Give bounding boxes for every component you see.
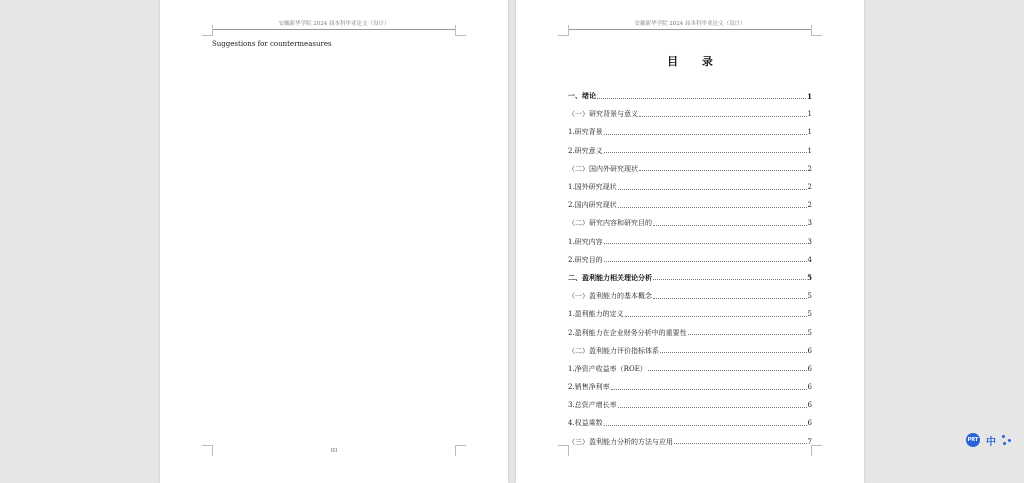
page-header: 安徽新华学院 2024 届本科毕业论文（设计） [278, 21, 390, 27]
crop-mark-top-left [202, 25, 213, 36]
crop-mark-top-left [558, 25, 569, 36]
toc-leader-dots [625, 316, 807, 317]
toc-entry-label: 2.盈利能力在企业财务分析中的重要性 [568, 328, 687, 337]
toc-leader-dots [674, 443, 807, 444]
toc-entry[interactable] [568, 105, 812, 123]
ime-logo-icon[interactable]: PRT [966, 433, 980, 447]
toc-entry[interactable] [568, 269, 812, 287]
toc-entry[interactable] [568, 360, 812, 378]
toc-entry-label: 2.研究目的 [568, 255, 603, 264]
toc-entry-label: 1.研究背景 [568, 128, 603, 137]
toc-entry-label: （一）研究背景与意义 [568, 110, 638, 119]
toc-entry[interactable] [568, 233, 812, 251]
toc-leader-dots [604, 425, 807, 426]
toc-leader-dots [653, 225, 807, 226]
toc-leader-dots [653, 298, 807, 299]
toc-entry-page: 5 [807, 310, 812, 319]
toc-entry[interactable] [568, 305, 812, 323]
document-page-left [160, 0, 508, 483]
toc-leader-dots [618, 407, 807, 408]
toc-entry-label: 3.总资产增长率 [568, 401, 617, 410]
toc-entry[interactable] [568, 378, 812, 396]
ime-toolbar[interactable] [966, 431, 1024, 449]
toc-entry-page: 1 [807, 110, 812, 119]
crop-mark-top-right [811, 25, 822, 36]
toc-entry-page: 5 [807, 328, 812, 337]
toc-entry-label: 1.盈利能力的定义 [568, 310, 624, 319]
toc-entry[interactable] [568, 123, 812, 141]
toc-entry-label: 4.权益乘数 [568, 419, 603, 428]
toc-entry[interactable] [568, 87, 812, 105]
ime-settings-icon[interactable] [1002, 434, 1014, 446]
toc-leader-dots [660, 352, 807, 353]
toc-leader-dots [639, 116, 807, 117]
toc-leader-dots [648, 370, 807, 371]
toc-entry-page: 6 [807, 364, 812, 373]
toc-entry[interactable] [568, 414, 812, 432]
table-of-contents [568, 87, 812, 451]
toc-entry-label: 2.研究意义 [568, 146, 603, 155]
document-page-right [516, 0, 864, 483]
toc-entry-page: 1 [807, 91, 812, 101]
toc-entry[interactable] [568, 214, 812, 232]
toc-entry-page: 3 [807, 237, 812, 246]
toc-entry-page: 1 [807, 128, 812, 137]
toc-leader-dots [604, 243, 807, 244]
toc-leader-dots [618, 189, 807, 190]
toc-entry-label: （二）盈利能力评价指标体系 [568, 346, 659, 355]
toc-entry-label: （二）研究内容和研究目的 [568, 219, 652, 228]
toc-entry[interactable] [568, 323, 812, 341]
toc-entry-page: 7 [807, 437, 812, 446]
ime-language-toggle[interactable]: 中 [986, 436, 996, 448]
toc-entry-label: 一、绪论 [568, 91, 596, 101]
toc-entry-page: 6 [807, 419, 812, 428]
toc-entry[interactable] [568, 160, 812, 178]
toc-entry-page: 1 [807, 146, 812, 155]
toc-entry-page: 2 [807, 201, 812, 210]
toc-entry-label: （三）盈利能力分析的方法与应用 [568, 437, 673, 446]
toc-leader-dots [604, 152, 807, 153]
toc-entry-page: 4 [807, 255, 812, 264]
toc-entry-label: 2.国内研究现状 [568, 201, 617, 210]
toc-entry-label: 1.国外研究现状 [568, 183, 617, 192]
crop-mark-bottom-right [811, 445, 822, 456]
toc-entry-page: 6 [807, 346, 812, 355]
toc-leader-dots [604, 134, 807, 135]
page-number: III [330, 448, 338, 454]
toc-entry[interactable] [568, 142, 812, 160]
toc-entry-label: （二）国内外研究现状 [568, 164, 638, 173]
toc-leader-dots [597, 98, 806, 99]
toc-entry[interactable] [568, 287, 812, 305]
toc-entry-label: 1.净资产收益率（ROE） [568, 364, 647, 373]
toc-entry[interactable] [568, 196, 812, 214]
toc-entry[interactable] [568, 433, 812, 451]
toc-leader-dots [688, 334, 807, 335]
toc-entry[interactable] [568, 251, 812, 269]
toc-entry-page: 5 [807, 273, 812, 283]
toc-entry-label: 1.研究内容 [568, 237, 603, 246]
toc-entry-page: 6 [807, 401, 812, 410]
toc-entry-page: 2 [807, 183, 812, 192]
toc-entry-label: 二、盈利能力相关理论分析 [568, 272, 652, 282]
toc-leader-dots [639, 170, 807, 171]
toc-entry-label: （一）盈利能力的基本概念 [568, 292, 652, 301]
crop-mark-top-right [455, 25, 466, 36]
toc-leader-dots [604, 261, 807, 262]
toc-leader-dots [611, 389, 807, 390]
toc-entry-page: 6 [807, 383, 812, 392]
body-text: Suggestions for countermeasures [212, 40, 332, 48]
toc-leader-dots [653, 279, 806, 280]
page-header: 安徽新华学院 2024 届本科毕业论文（设计） [634, 21, 746, 27]
toc-entry-page: 3 [807, 219, 812, 228]
toc-entry-label: 2.销售净利率 [568, 383, 610, 392]
toc-entry[interactable] [568, 396, 812, 414]
toc-entry[interactable] [568, 178, 812, 196]
toc-entry-page: 5 [807, 292, 812, 301]
toc-entry-page: 2 [807, 164, 812, 173]
header-rule [568, 29, 812, 30]
toc-leader-dots [618, 207, 807, 208]
toc-title: 目 录 [667, 55, 723, 68]
toc-entry[interactable] [568, 342, 812, 360]
header-rule [212, 29, 456, 30]
